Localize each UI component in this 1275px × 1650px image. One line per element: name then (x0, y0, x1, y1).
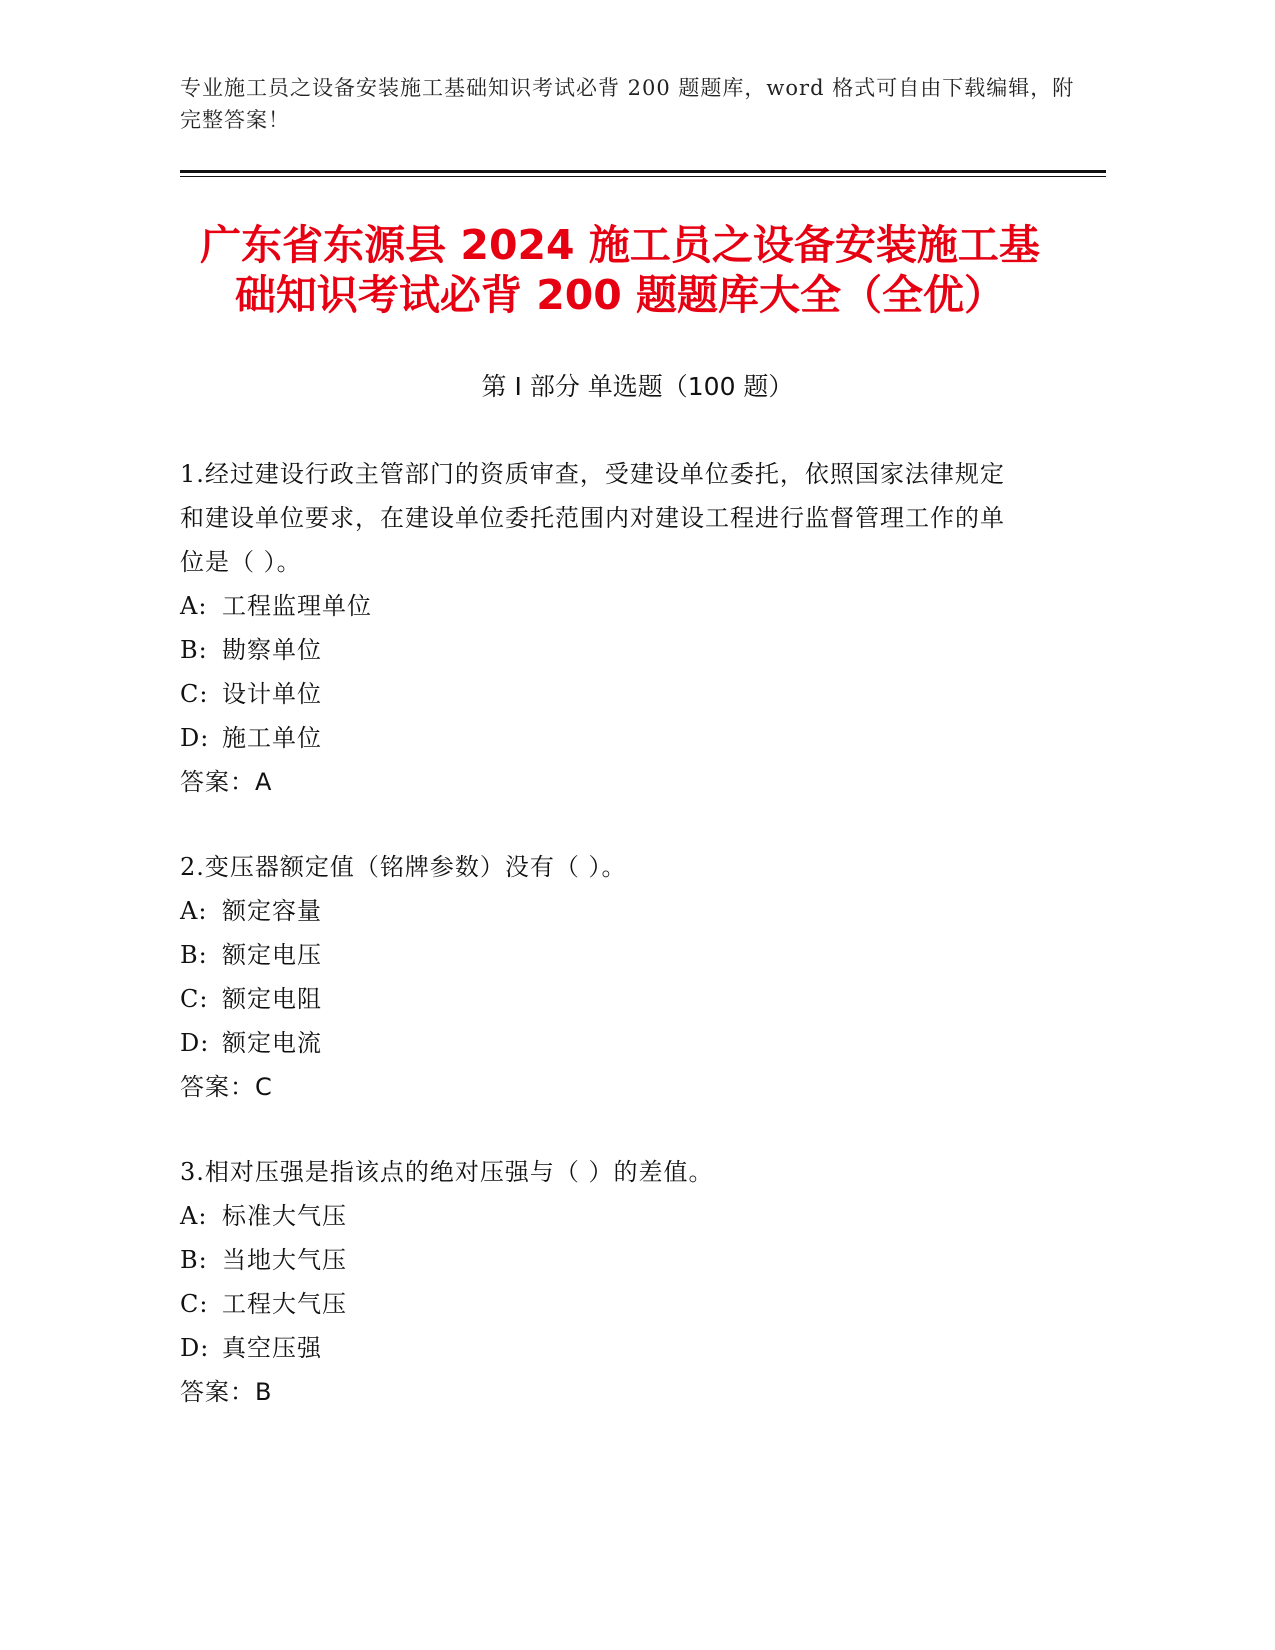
option-key: A: (180, 592, 208, 620)
option-text: 当地大气压 (222, 1246, 347, 1274)
option-text: 设计单位 (222, 680, 322, 708)
question-3 (180, 1150, 1020, 1414)
option-key: C: (180, 680, 209, 708)
option-text: 真空压强 (222, 1334, 322, 1362)
section-title: 第 I 部分 单选题（100 题） (481, 372, 794, 401)
header-note: 专业施工员之设备安装施工基础知识考试必背 200 题题库，word 格式可自由下载编辑，附完整答案！ (180, 76, 1075, 132)
option-text: 额定电阻 (222, 985, 322, 1013)
option-text: 标准大气压 (222, 1202, 347, 1230)
question-2 (180, 845, 1020, 1109)
option-key: C: (180, 985, 209, 1013)
option-d (180, 716, 1020, 760)
option-text: 工程监理单位 (222, 592, 372, 620)
option-d (180, 1326, 1020, 1370)
option-key: D: (180, 1029, 210, 1057)
option-c (180, 1282, 1020, 1326)
header-rule-thick (180, 170, 1106, 173)
question-stem: 3.相对压强是指该点的绝对压强与（ ）的差值。 (180, 1158, 714, 1186)
header-rule-thin (180, 176, 1106, 177)
option-text: 额定电流 (222, 1029, 322, 1057)
option-c (180, 672, 1020, 716)
option-key: D: (180, 724, 210, 752)
option-key: A: (180, 1202, 208, 1230)
option-a (180, 584, 1020, 628)
option-a (180, 1194, 1020, 1238)
answer-line: 答案：B (180, 1378, 273, 1406)
option-text: 工程大气压 (222, 1290, 347, 1318)
option-text: 额定容量 (222, 897, 322, 925)
option-text: 额定电压 (222, 941, 322, 969)
option-c (180, 977, 1020, 1021)
option-key: A: (180, 897, 208, 925)
question-stem: 1.经过建设行政主管部门的资质审查，受建设单位委托，依照国家法律规定和建设单位要求，在建设单位委托范围内对建设工程进行监督管理工作的单位是（ ）。 (180, 460, 1005, 576)
option-key: B: (180, 636, 208, 664)
option-key: B: (180, 1246, 208, 1274)
question-1 (180, 452, 1020, 804)
option-key: D: (180, 1334, 210, 1362)
option-d (180, 1021, 1020, 1065)
option-b (180, 1238, 1020, 1282)
question-list (180, 452, 1020, 1455)
option-a (180, 889, 1020, 933)
option-key: C: (180, 1290, 209, 1318)
answer-line: 答案：A (180, 768, 273, 796)
option-key: B: (180, 941, 208, 969)
option-text: 施工单位 (222, 724, 322, 752)
answer-line: 答案：C (180, 1073, 273, 1101)
option-b (180, 933, 1020, 977)
document-title: 广东省东源县 2024 施工员之设备安装施工基础知识考试必背 200 题题库大全（全优） (200, 221, 1040, 319)
option-text: 勘察单位 (222, 636, 322, 664)
question-stem: 2.变压器额定值（铭牌参数）没有（ ）。 (180, 853, 627, 881)
option-b (180, 628, 1020, 672)
